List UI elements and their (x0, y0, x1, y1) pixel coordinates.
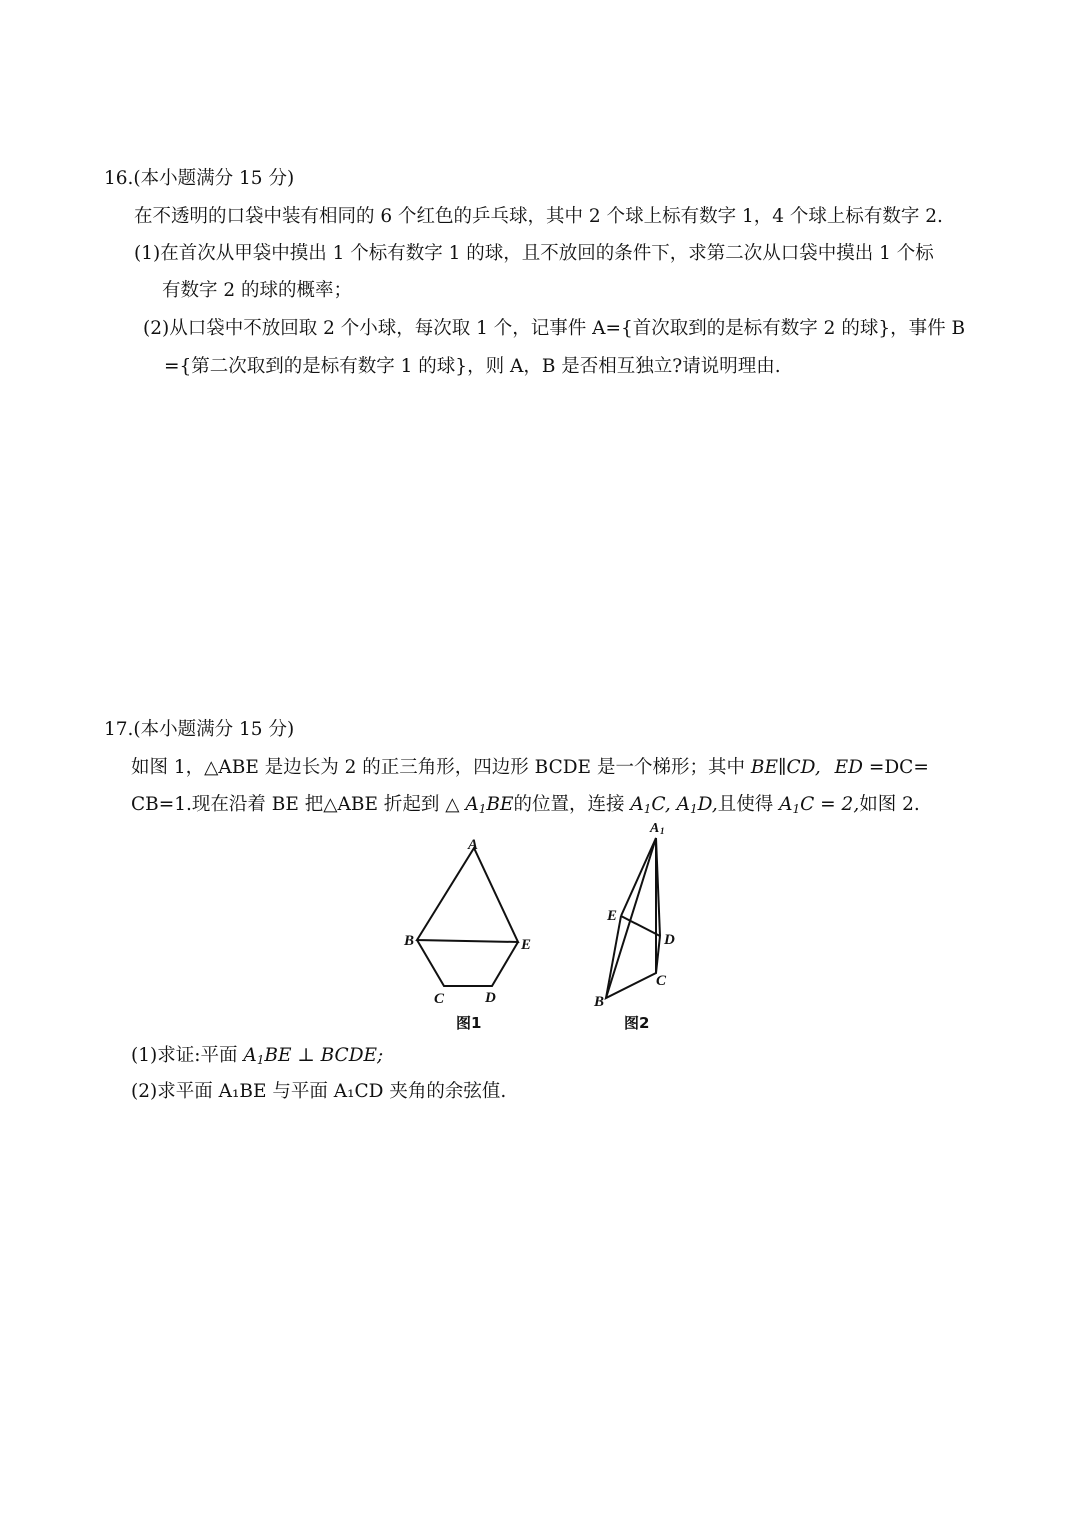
q16-part1-line2: 有数字 2 的球的概率； (162, 280, 353, 301)
math-perp: BE ⊥ BCDE; (264, 1045, 384, 1066)
math-a: A (779, 794, 793, 815)
math-c-a: C, A (651, 794, 690, 815)
q17-stem2-math-condition (779, 794, 859, 815)
q17-stem-line2 (131, 796, 920, 815)
q17-stem1-math-ed: ED (834, 757, 863, 778)
math-a: A (243, 1045, 257, 1066)
fig1-label-b: B (404, 933, 415, 949)
q16-part2-line1: (2)从口袋中不放回取 2 个小球，每次取 1 个，记事件 A={首次取到的是标有数字 2 的球}，事件 B (143, 318, 966, 339)
sub-one: 1 (792, 802, 801, 816)
q17-stem-line1 (131, 759, 929, 778)
q16-part1-line1: (1)在首次从甲袋中摸出 1 个标有数字 1 的球，且不放回的条件下，求第二次从口袋中摸出 1 个标 (134, 243, 934, 264)
q17-part1-math (243, 1045, 383, 1066)
q17-part1-text: (1)求证:平面 (131, 1045, 238, 1066)
q17-stem1-math-parallel: BE∥CD, (750, 757, 821, 778)
q16-header: 16.(本小题满分 15 分) (104, 168, 295, 189)
q17-part2: (2)求平面 A₁BE 与平面 A₁CD 夹角的余弦值. (131, 1081, 507, 1102)
q17-stem2-math-triangle (445, 794, 513, 815)
q17-stem2-text-c: 且使得 (717, 794, 774, 815)
trapezoid-bcde (417, 940, 518, 986)
figure-1-caption: 图1 (456, 1014, 482, 1032)
fig1-label-d: D (485, 990, 496, 1006)
q17-stem1-text-b: =DC= (868, 757, 929, 778)
triangle-abe (417, 848, 518, 942)
fig2-label-a-sub: 1 (660, 826, 665, 836)
sub-one: 1 (256, 1053, 265, 1067)
q17-header: 17.(本小题满分 15 分) (104, 719, 295, 740)
q16-stem: 在不透明的口袋中装有相同的 6 个红色的乒乓球，其中 2 个球上标有数字 1，4 个球上标有数字 2. (134, 206, 943, 227)
edge-a1e (621, 838, 656, 916)
fig2-label-c: C (656, 973, 667, 989)
fig1-label-e: E (521, 937, 532, 953)
math-d: D, (697, 794, 718, 815)
fig2-label-d: D (664, 932, 675, 948)
figure-2-caption: 图2 (624, 1014, 650, 1032)
fig1-label-a: A (468, 837, 479, 853)
q17-part1 (131, 1047, 383, 1066)
sub-one: 1 (643, 802, 652, 816)
fig2-label-b: B (594, 994, 605, 1010)
q17-stem1-text-a: 如图 1，△ABE 是边长为 2 的正三角形，四边形 BCDE 是一个梯形；其中 (131, 757, 745, 778)
fig1-label-c: C (434, 991, 445, 1007)
math-be: BE (486, 794, 514, 815)
math-a: △ A (445, 794, 479, 815)
math-a: A (630, 794, 644, 815)
q17-stem2-text-b: 的位置，连接 (513, 794, 625, 815)
q16-part2-line2: ={第二次取到的是标有数字 1 的球}，则 A，B 是否相互独立?请说明理由. (164, 356, 781, 377)
q17-stem2-text-a: CB=1.现在沿着 BE 把△ABE 折起到 (131, 794, 440, 815)
sub-one: 1 (478, 802, 487, 816)
q17-stem2-math-connect (630, 794, 717, 815)
sub-one: 1 (690, 802, 698, 816)
fig2-label-a: A (650, 821, 660, 836)
fig2-label-e: E (607, 908, 618, 924)
figure-2 (588, 818, 688, 1013)
figure-1 (400, 830, 540, 1010)
q17-stem2-text-d: 如图 2. (859, 794, 920, 815)
math-c-eq: C = 2, (800, 794, 860, 815)
